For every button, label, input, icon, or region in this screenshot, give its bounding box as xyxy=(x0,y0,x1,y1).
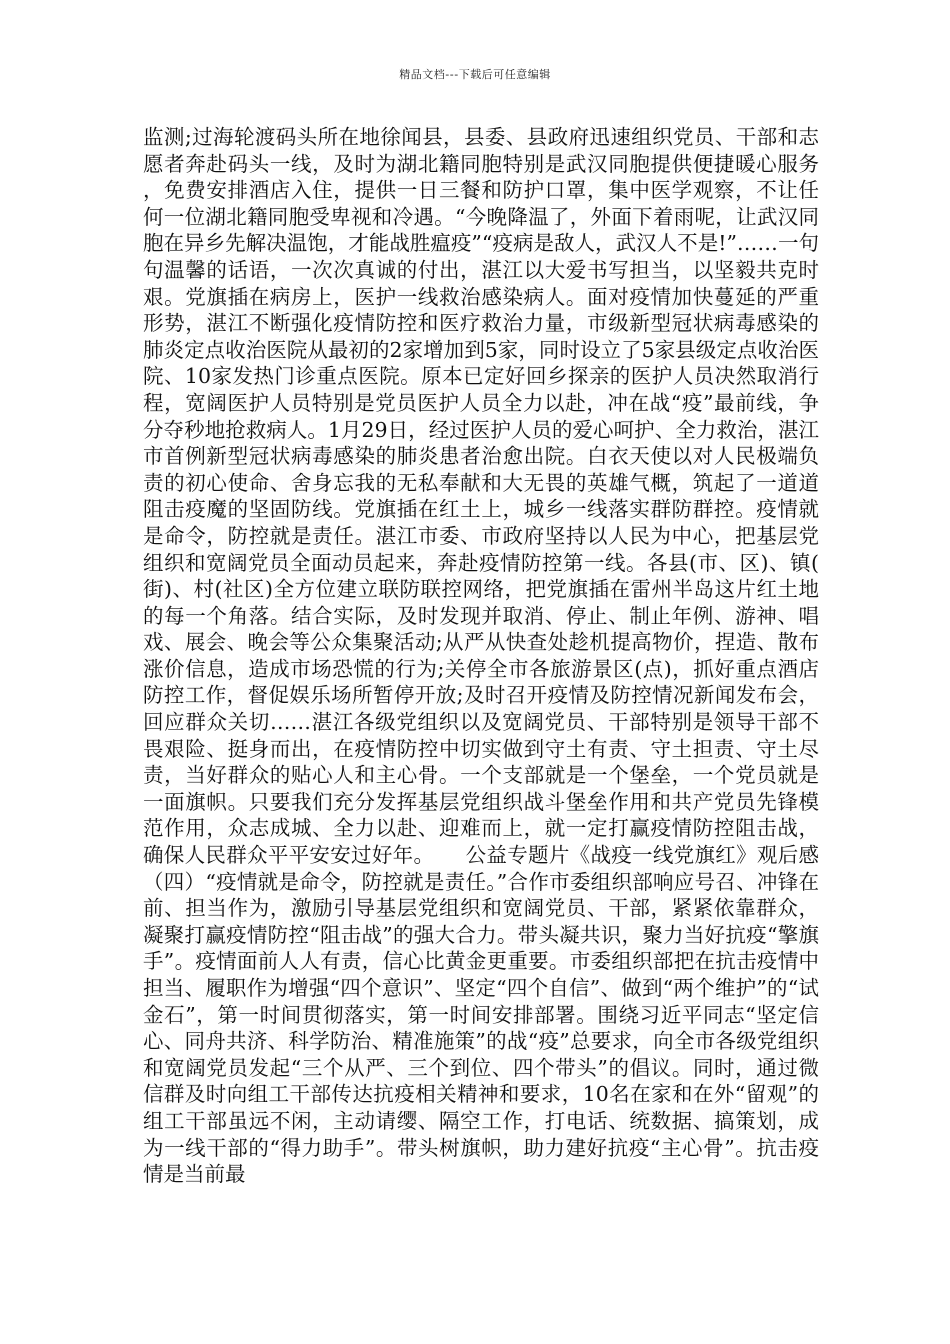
body-paragraph: 监测;过海轮渡码头所在地徐闻县，县委、县政府迅速组织党员、干部和志愿者奔赴码头一线，及时为湖北籍同胞特别是武汉同胞提供便捷暖心服务，免费安排酒店入住，提供一日三餐和防护口罩，集中医学观察，不让任何一位湖北籍同胞受卑视和冷遇。“今晚降温了，外面下着雨呢，让武汉同胞在异乡先解决温饱，才能战胜瘟疫”“疫病是敌人，武汉人不是!”……一句句温馨的话语，一次次真诚的付出，湛江以大爱书写担当，以坚毅共克时艰。党旗插在病房上，医护一线救治感染病人。面对疫情加快蔓延的严重形势，湛江不断强化疫情防控和医疗救治力量，市级新型冠状病毒感染的肺炎定点收治医院从最初的2家增加到5家，同时设立了5家县级定点收治医院、10家发热门诊重点医院。原本已定好回乡探亲的医护人员决然取消行程，宽阔医护人员特别是党员医护人员全力以赴，冲在战“疫”最前线，争分夺秒地抢救病人。1月29日，经过医护人员的爱心呵护、全力救治，湛江市首例新型冠状病毒感染的肺炎患者治愈出院。白衣天使以对人民极端负责的初心使命、舍身忘我的无私奉献和大无畏的英雄气概，筑起了一道道阻击疫魔的坚固防线。党旗插在红土上，城乡一线落实群防群控。疫情就是命令，防控就是责任。湛江市委、市政府坚持以人民为中心，把基层党组织和宽阔党员全面动员起来，奔赴疫情防控第一线。各县(市、区)、镇(街)、村(社区)全方位建立联防联控网络，把党旗插在雷州半岛这片红土地的每一个角落。结合实际，及时发现并取消、停止、制止年例、游神、唱戏、展会、晚会等公众集聚活动;从严从快查处趁机提高物价，捏造、散布涨价信息，造成市场恐慌的行为;关停全市各旅游景区(点)，抓好重点酒店防控工作，督促娱乐场所暂停开放;及时召开疫情及防控情况新闻发布会，回应群众关切……湛江各级党组织以及宽阔党员、干部特别是领导干部不畏艰险、挺身而出，在疫情防控中切实做到守土有责、守土担责、守土尽责，当好群众的贴心人和主心骨。一个支部就是一个堡垒，一个党员就是一面旗帜。只要我们充分发挥基层党组织战斗堡垒作用和共产党员先锋模范作用，众志成城、全力以赴、迎难而上，就一定打赢疫情防控阻击战，确保人民群众平平安安过好年。 公益专题片《战疫一线党旗红》观后感（四）“疫情就是命令，防控就是责任。”合作市委组织部响应号召、冲锋在前、担当作为，激励引导基层党组织和宽阔党员、干部，紧紧依靠群众，凝聚打赢疫情防控“阻击战”的强大合力。带头凝共识，聚力当好抗疫“擎旗手”。疫情面前人人有责，信心比黄金更重要。市委组织部把在抗击疫情中担当、履职作为增强“四个意识”、坚定“四个自信”、做到“两个维护”的“试金石”，第一时间贯彻落实，第一时间安排部署。围绕习近平同志“坚定信心、同舟共济、科学防治、精准施策”的战“疫”总要求，向全市各级党组织和宽阔党员发起“三个从严、三个到位、四个带头”的倡议。同时，通过微信群及时向组工干部传达抗疫相关精神和要求，10名在家和在外“留观”的组工干部虽远不闲，主动请缨、隔空工作，打电话、统数据、搞策划，成为一线干部的“得力助手”。带头树旗帜，助力建好抗疫“主心骨”。抗击疫情是当前最 xyxy=(143,125,819,1187)
page-header: 精品文档---下载后可任意编辑 xyxy=(399,68,551,81)
